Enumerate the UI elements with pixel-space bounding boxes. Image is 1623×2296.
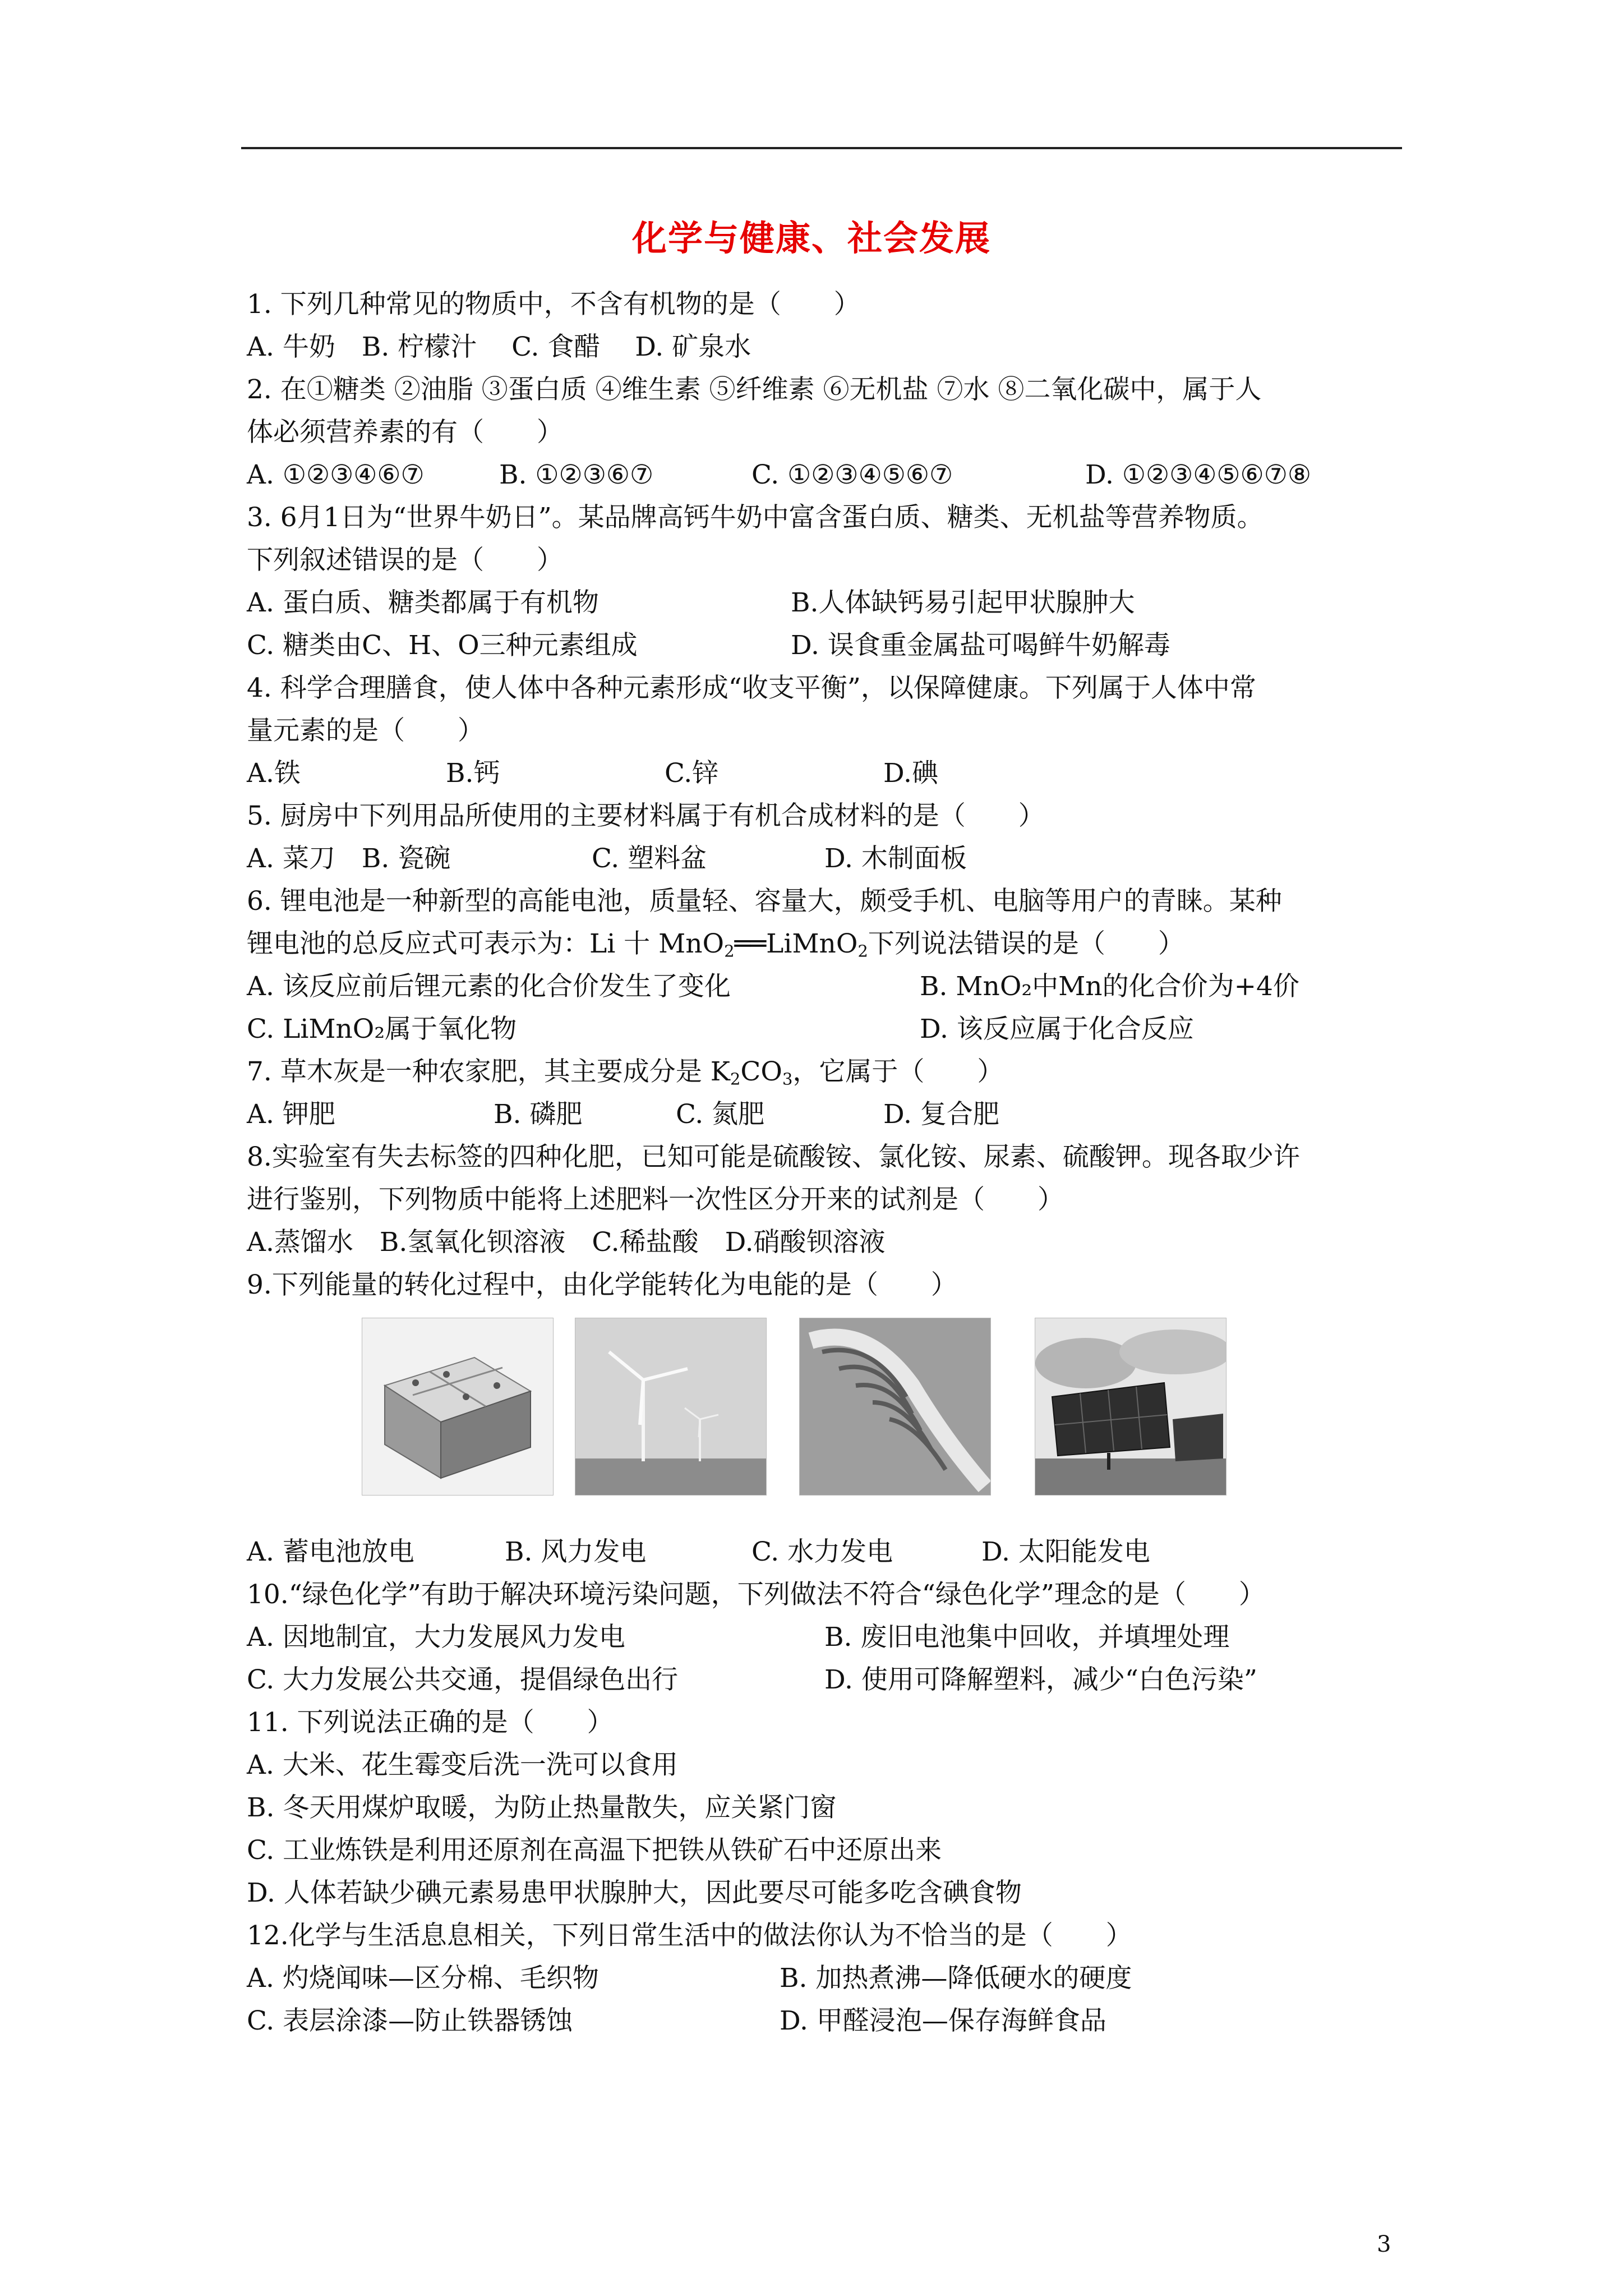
question-8-stem-line1: 8.实验室有失去标签的四种化肥，已知可能是硫酸铵、氯化铵、尿素、硫酸钾。现各取少许 xyxy=(247,1142,1300,1172)
question-3-stem-line2: 下列叙述错误的是（ ） xyxy=(247,545,563,576)
question-11-option-c: C. 工业炼铁是利用还原剂在高温下把铁从铁矿石中还原出来 xyxy=(247,1835,942,1866)
question-3-stem-line1: 3. 6月1日为“世界牛奶日”。某品牌高钙牛奶中富含蛋白质、糖类、无机盐等营养物质。 xyxy=(247,502,1264,533)
option-b: B. 磷肥 xyxy=(494,1099,583,1130)
question-6-stem-line2 xyxy=(247,923,1408,965)
question-9-options xyxy=(247,1531,1408,1573)
question-3-options-row2 xyxy=(247,624,1408,667)
option-b: B. ①②③⑥⑦ xyxy=(499,459,654,490)
option-c: C. 表层涂漆—防止铁器锈蚀 xyxy=(247,2005,573,2036)
question-2-stem-line2: 体必须营养素的有（ ） xyxy=(247,417,563,448)
question-12-stem: 12.化学与生活息息相关，下列日常生活中的做法你认为不恰当的是（ ） xyxy=(247,1920,1132,1951)
option-a: A. 灼烧闻味—区分棉、毛织物 xyxy=(247,1963,599,1994)
option-b: B. MnO₂中Mn的化合价为+4价 xyxy=(920,971,1299,1002)
question-10-options-row2 xyxy=(247,1659,1408,1701)
option-a: A.铁 xyxy=(247,758,301,789)
option-ab: A. 菜刀 B. 瓷碗 xyxy=(247,843,451,874)
option-c: C. ①②③④⑤⑥⑦ xyxy=(751,459,953,490)
option-c: C. 大力发展公共交通，提倡绿色出行 xyxy=(247,1664,679,1695)
question-2-stem-line1: 2. 在①糖类 ②油脂 ③蛋白质 ④维生素 ⑤纤维素 ⑥无机盐 ⑦水 ⑧二氧化碳中，属于人 xyxy=(247,374,1262,405)
formula-text: ，它属于（ ） xyxy=(792,1056,1004,1087)
option-d: D. 甲醛浸泡—保存海鲜食品 xyxy=(780,2005,1106,2036)
option-a: A. 因地制宜，大力发展风力发电 xyxy=(247,1622,625,1653)
subscript: 2 xyxy=(730,1069,741,1089)
question-9-stem: 9.下列能量的转化过程中，由化学能转化为电能的是（ ） xyxy=(247,1269,957,1300)
option-d: D. 复合肥 xyxy=(883,1099,999,1130)
option-d: D. 木制面板 xyxy=(824,843,967,874)
option-d: D. ①②③④⑤⑥⑦⑧ xyxy=(1085,459,1311,490)
question-11-option-a: A. 大米、花生霉变后洗一洗可以食用 xyxy=(247,1750,678,1780)
option-b: B. 废旧电池集中回收，并填埋处理 xyxy=(824,1622,1230,1653)
question-10-options-row1 xyxy=(247,1616,1408,1659)
option-c: C. 塑料盆 xyxy=(592,843,707,874)
option-b: B.人体缺钙易引起甲状腺肿大 xyxy=(791,587,1135,618)
question-11-option-b: B. 冬天用煤炉取暖，为防止热量散失，应关紧门窗 xyxy=(247,1792,837,1823)
option-a: A. 钾肥 xyxy=(247,1099,335,1130)
subscript: 2 xyxy=(724,941,735,961)
option-d: D.碘 xyxy=(883,758,938,789)
question-6-options-row2 xyxy=(247,1008,1408,1051)
question-8-stem-line2: 进行鉴别，下列物质中能将上述肥料一次性区分开来的试剂是（ ） xyxy=(247,1184,1064,1215)
question-7-options xyxy=(247,1093,1408,1136)
question-11-stem: 11. 下列说法正确的是（ ） xyxy=(247,1707,614,1738)
formula-text: 7. 草木灰是一种农家肥，其主要成分是 K xyxy=(247,1056,730,1087)
battery-image xyxy=(362,1318,554,1496)
header-rule xyxy=(241,147,1402,149)
subscript: 3 xyxy=(782,1069,793,1089)
question-12-options-row2 xyxy=(247,2000,1408,2042)
question-4-stem-line1: 4. 科学合理膳食，使人体中各种元素形成“收支平衡”，以保障健康。下列属于人体中常 xyxy=(247,673,1256,703)
option-d: D. 太阳能发电 xyxy=(981,1536,1150,1567)
option-d: D. 使用可降解塑料，减少“白色污染” xyxy=(824,1664,1257,1695)
question-list xyxy=(247,283,1408,2042)
option-c: C. 糖类由C、H、O三种元素组成 xyxy=(247,630,638,661)
question-2-options xyxy=(247,454,1408,496)
option-d: D. 该反应属于化合反应 xyxy=(920,1014,1194,1045)
option-d: D. 误食重金属盐可喝鲜牛奶解毒 xyxy=(791,630,1170,661)
option-a: A. 蛋白质、糖类都属于有机物 xyxy=(247,587,599,618)
wind-turbine-image xyxy=(575,1318,767,1496)
option-a: A. 该反应前后锂元素的化合价发生了变化 xyxy=(247,971,731,1002)
option-a: A. ①②③④⑥⑦ xyxy=(247,459,425,490)
page-number: 3 xyxy=(1377,2231,1391,2257)
question-11-option-d: D. 人体若缺少碘元素易患甲状腺肿大，因此要尽可能多吃含碘食物 xyxy=(247,1878,1022,1908)
question-8-options: A.蒸馏水 B.氢氧化钡溶液 C.稀盐酸 D.硝酸钡溶液 xyxy=(247,1227,886,1258)
question-3-options-row1 xyxy=(247,582,1408,624)
question-9-images xyxy=(247,1306,1408,1531)
option-b: B. 风力发电 xyxy=(505,1536,647,1567)
option-c: C. LiMnO₂属于氧化物 xyxy=(247,1014,517,1045)
question-1-stem: 1. 下列几种常见的物质中，不含有机物的是（ ） xyxy=(247,289,860,320)
formula-text: ══LiMnO xyxy=(734,928,858,959)
question-6-stem-line1: 6. 锂电池是一种新型的高能电池，质量轻、容量大，颇受手机、电脑等用户的青睐。某种 xyxy=(247,886,1282,917)
question-12-options-row1 xyxy=(247,1957,1408,2000)
question-4-options xyxy=(247,752,1408,795)
question-4-stem-line2: 量元素的是（ ） xyxy=(247,715,484,746)
option-b: B. 加热煮沸—降低硬水的硬度 xyxy=(780,1963,1132,1994)
question-5-options xyxy=(247,838,1408,880)
question-10-stem: 10.“绿色化学”有助于解决环境污染问题，下列做法不符合“绿色化学”理念的是（ ） xyxy=(247,1579,1265,1610)
option-a: A. 蓄电池放电 xyxy=(247,1536,414,1567)
formula-text: 锂电池的总反应式可表示为：Li 十 MnO xyxy=(247,928,725,959)
formula-text: CO xyxy=(740,1056,782,1087)
page-title: 化学与健康、社会发展 xyxy=(631,218,991,259)
question-6-options-row1 xyxy=(247,965,1408,1008)
question-5-stem: 5. 厨房中下列用品所使用的主要材料属于有机合成材料的是（ ） xyxy=(247,800,1045,831)
option-c: C. 氮肥 xyxy=(676,1099,765,1130)
option-c: C.锌 xyxy=(665,758,719,789)
formula-text: 下列说法错误的是（ ） xyxy=(868,928,1184,959)
solar-panel-image xyxy=(1035,1318,1227,1496)
option-b: B.钙 xyxy=(446,758,500,789)
hydro-turbine-image xyxy=(799,1318,991,1496)
option-c: C. 水力发电 xyxy=(751,1536,893,1567)
question-7-stem xyxy=(247,1051,1408,1093)
subscript: 2 xyxy=(857,941,868,961)
question-1-options: A. 牛奶 B. 柠檬汁 C. 食醋 D. 矿泉水 xyxy=(247,332,751,362)
